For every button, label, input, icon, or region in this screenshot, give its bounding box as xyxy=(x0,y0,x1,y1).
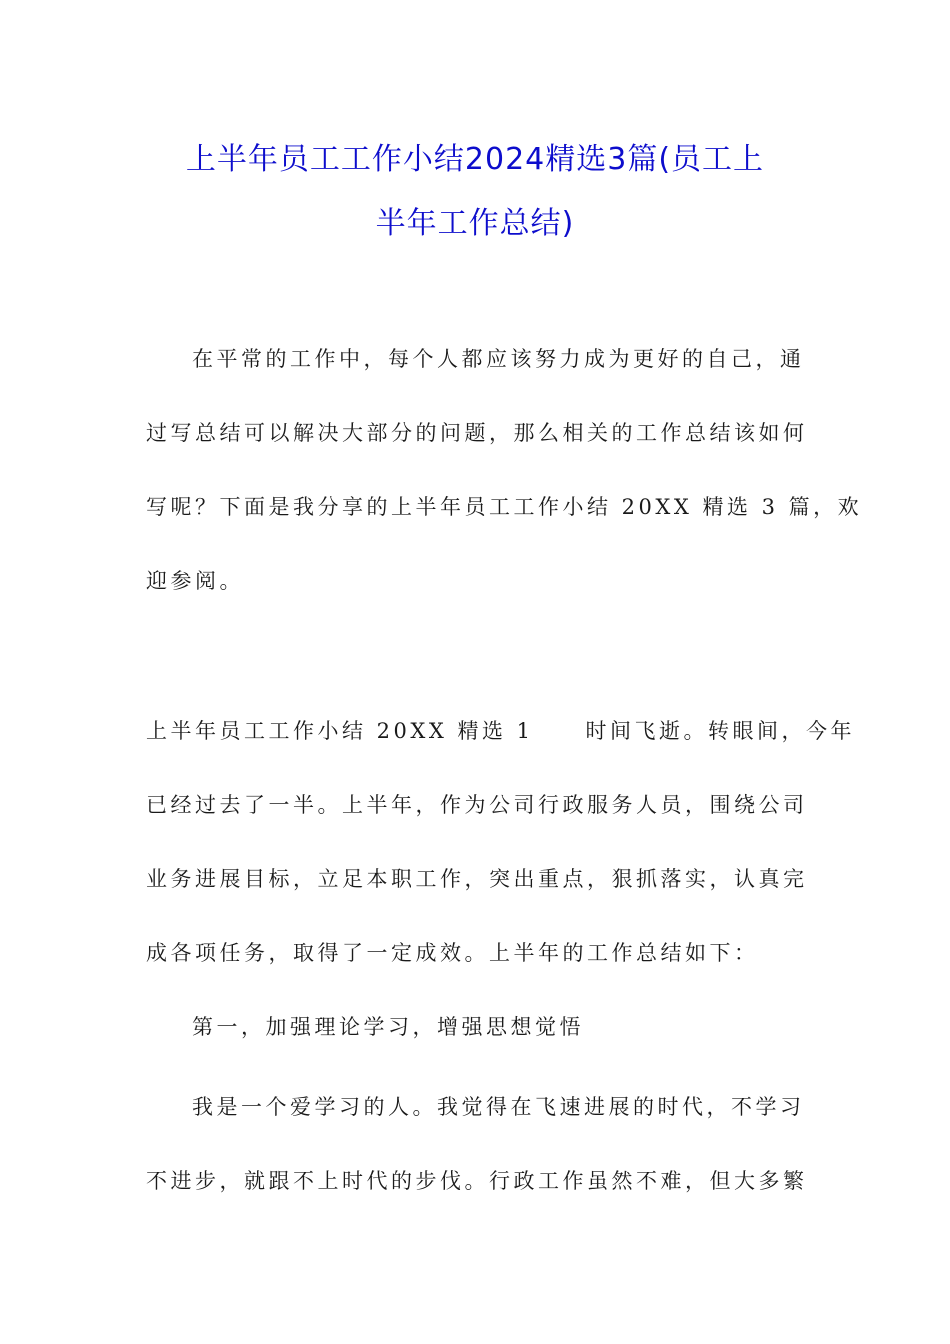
title-line-2: 半年工作总结) xyxy=(375,206,575,241)
document-title xyxy=(140,128,810,256)
point-1-paragraph xyxy=(146,1070,806,1218)
intro-line-1: 在平常的工作中，每个人都应该努力成为更好的自己，通 xyxy=(192,347,805,371)
section-1-first-line-text: 时间飞逝。转眼间，今年 xyxy=(585,719,856,743)
point-1-heading-paragraph xyxy=(146,990,806,1064)
section-1-paragraph xyxy=(146,694,856,990)
point-1-line-2: 不进步，就跟不上时代的步伐。行政工作虽然不难，但大多繁 xyxy=(146,1169,808,1193)
intro-line-3: 写呢？下面是我分享的上半年员工工作小结 20XX 精选 3 篇，欢 xyxy=(146,495,863,519)
section-1-first-line xyxy=(146,694,856,768)
section-1-line-2: 已经过去了一半。上半年，作为公司行政服务人员，围绕公司 xyxy=(146,793,808,817)
point-1-line-1: 我是一个爱学习的人。我觉得在飞速进展的时代，不学习 xyxy=(192,1095,805,1119)
section-1-line-3: 业务进展目标，立足本职工作，突出重点，狠抓落实，认真完 xyxy=(146,867,808,891)
intro-line-4: 迎参阅。 xyxy=(146,569,244,593)
title-line-1: 上半年员工工作小结2024精选3篇(员工上 xyxy=(185,142,765,177)
section-1-line-4: 成各项任务，取得了一定成效。上半年的工作总结如下： xyxy=(146,941,759,965)
section-1-heading: 上半年员工工作小结 20XX 精选 1 xyxy=(146,719,534,743)
intro-paragraph xyxy=(146,322,863,618)
intro-line-2: 过写总结可以解决大部分的问题，那么相关的工作总结该如何 xyxy=(146,421,808,445)
point-1-heading: 第一，加强理论学习，增强思想觉悟 xyxy=(192,1015,584,1039)
